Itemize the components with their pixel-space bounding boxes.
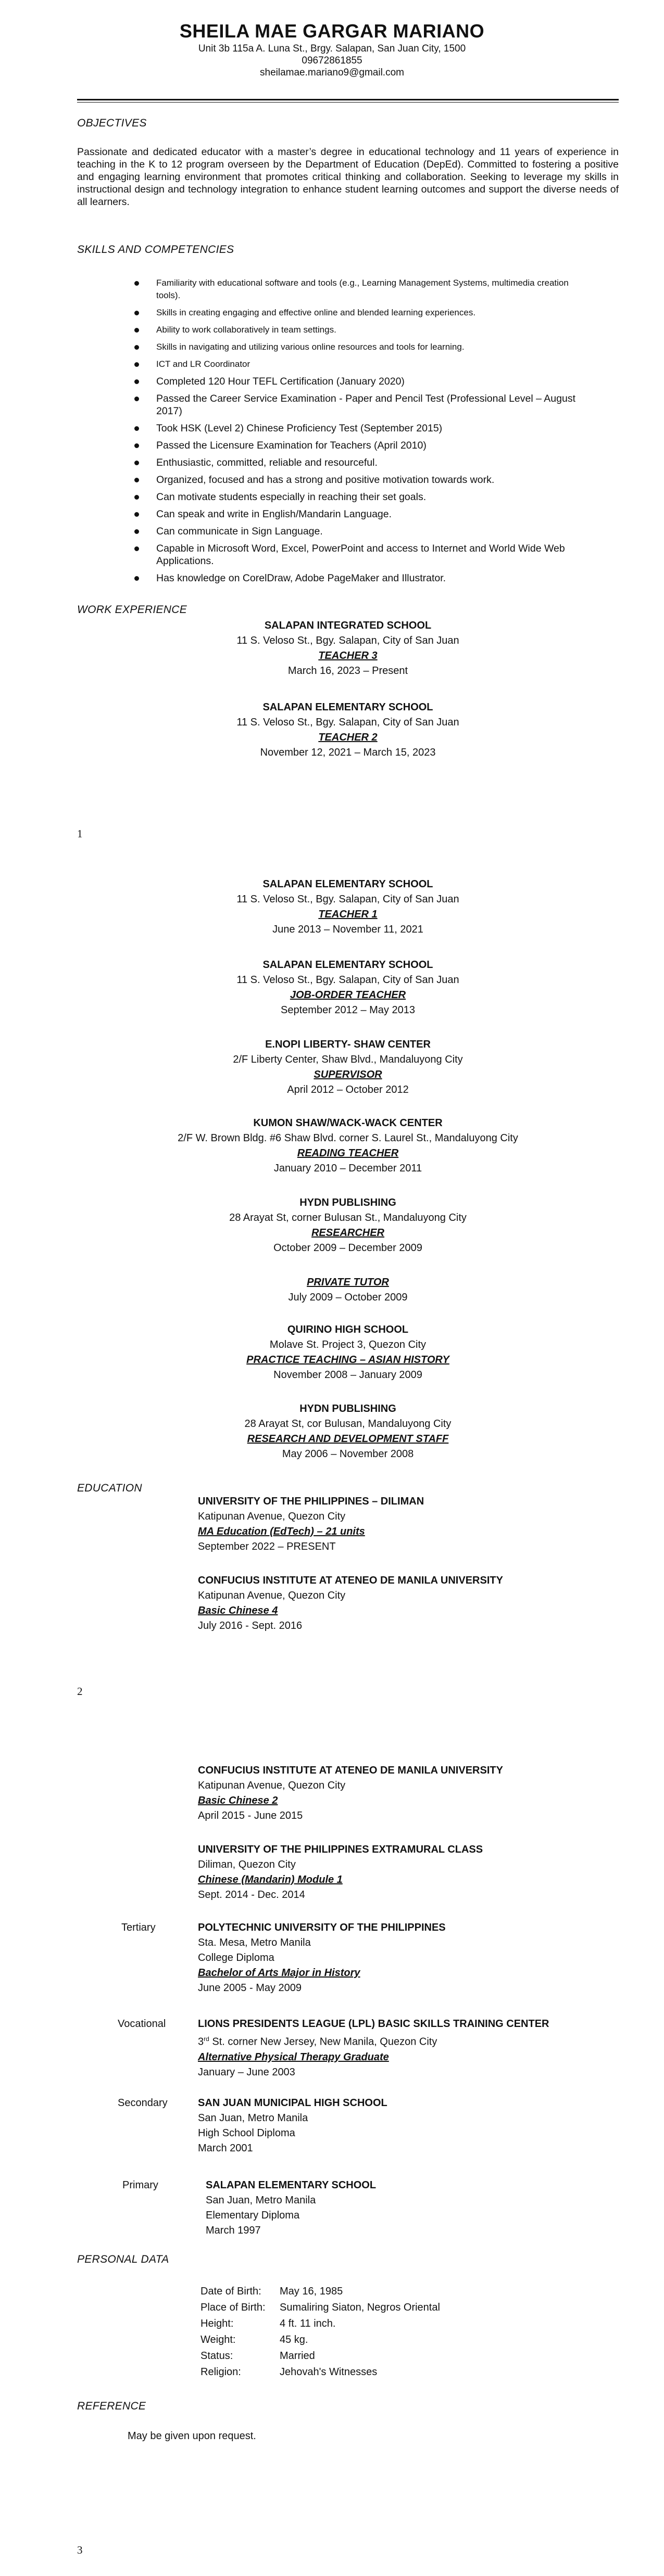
education-entry: CONFUCIUS INSTITUTE AT ATENEO DE MANILA UNIVERSITY Katipunan Avenue, Quezon City Basic Chinese 2 April 2015 - June 2015 [198,1765,503,1821]
bullet-icon [134,345,139,350]
list-item: Ability to work collaboratively in team settings. [130,324,578,336]
list-item: Capable in Microsoft Word, Excel, PowerPoint and access to Internet and World Wide Web Applications. [130,542,578,567]
bullet-icon [134,328,139,333]
resume-header [0,20,664,79]
applicant-name: SHEILA MAE GARGAR MARIANO [179,20,485,42]
list-item: Completed 120 Hour TEFL Certification (January 2020) [130,375,578,388]
education-entry: UNIVERSITY OF THE PHILIPPINES EXTRAMURAL CLASS Diliman, Quezon City Chinese (Mandarin) Module 1 Sept. 2014 - Dec. 2014 [198,1844,483,1901]
list-item: Passed the Licensure Examination for Teachers (April 2010) [130,439,578,452]
personal-row: Religion: Jehovah's Witnesses [201,2366,378,2378]
reference-heading: REFERENCE [77,2400,146,2412]
job-entry: QUIRINO HIGH SCHOOL Molave St. Project 3, Quezon City PRACTICE TEACHING – ASIAN HISTORY November 2008 – January 2009 [246,1324,449,1381]
education-level-label: Vocational [118,2018,166,2030]
education-entry: CONFUCIUS INSTITUTE AT ATENEO DE MANILA UNIVERSITY Katipunan Avenue, Quezon City Basic Chinese 4 July 2016 - Sept. 2016 [198,1575,503,1631]
job-entry: KUMON SHAW/WACK-WACK CENTER 2/F W. Brown Bldg. #6 Shaw Blvd. corner S. Laurel St., Mandaluyong City READING TEACHER January 2010 – December 2011 [178,1117,518,1174]
personal-row: Weight: 45 kg. [201,2334,308,2345]
education-level-label: Secondary [118,2097,168,2109]
bullet-icon [134,546,139,551]
bullet-icon [134,478,139,482]
bullet-icon [134,362,139,367]
bullet-icon [134,426,139,431]
list-item: Enthusiastic, committed, reliable and resourceful. [130,456,578,469]
job-entry: SALAPAN ELEMENTARY SCHOOL 11 S. Veloso St., Bgy. Salapan, City of San Juan JOB-ORDER TEACHER September 2012 – May 2013 [236,959,459,1016]
list-item: Took HSK (Level 2) Chinese Proficiency Test (September 2015) [130,422,578,435]
page-number: 2 [77,1685,83,1698]
bullet-icon [134,311,139,315]
personal-heading: PERSONAL DATA [77,2253,169,2265]
personal-row: Height: 4 ft. 11 inch. [201,2318,336,2329]
list-item: Skills in navigating and utilizing various online resources and tools for learning. [130,341,578,353]
list-item: Can motivate students especially in reaching their set goals. [130,491,578,503]
email: sheilamae.mariano9@gmail.com [260,67,404,78]
bullet-icon [134,512,139,517]
phone: 09672861855 [302,55,362,66]
list-item: Familiarity with educational software and tools (e.g., Learning Management Systems, multimedia creation tools). [130,277,578,302]
personal-data [201,2284,440,2380]
education-entry: POLYTECHNIC UNIVERSITY OF THE PHILIPPINES Sta. Mesa, Metro Manila College Diploma Bachelor of Arts Major in History June 2005 - May 2009 [198,1922,446,1994]
job-entry: E.NOPI LIBERTY- SHAW CENTER 2/F Liberty Center, Shaw Blvd., Mandaluyong City SUPERVISOR April 2012 – October 2012 [233,1039,463,1095]
list-item: Organized, focused and has a strong and positive motivation towards work. [130,474,578,486]
education-heading: EDUCATION [77,1482,142,1494]
education-entry: SAN JUAN MUNICIPAL HIGH SCHOOL San Juan, Metro Manila High School Diploma March 2001 [198,2097,387,2154]
personal-row: Date of Birth: May 16, 1985 [201,2286,343,2297]
job-entry: SALAPAN INTEGRATED SCHOOL 11 S. Veloso St., Bgy. Salapan, City of San Juan TEACHER 3 March 16, 2023 – Present [236,620,459,677]
list-item: Skills in creating engaging and effective online and blended learning experiences. [130,307,578,319]
education-entry: LIONS PRESIDENTS LEAGUE (LPL) BASIC SKILLS TRAINING CENTER 3rd St. corner New Jersey, New Manila, Quezon City Alternative Physical Therapy Graduate January – June 2003 [198,2018,549,2078]
job-entry: SALAPAN ELEMENTARY SCHOOL 11 S. Veloso St., Bgy. Salapan, City of San Juan TEACHER 1 June 2013 – November 11, 2021 [236,878,459,935]
list-item: Can speak and write in English/Mandarin Language. [130,508,578,520]
header-divider-thin [77,102,619,103]
objectives-text: Passionate and dedicated educator with a master’s degree in educational technology and 11 years of experience in teaching in the K to 12 program overseen by the Department of Education (DepEd). Committed to fostering a positive and engaging learning environment that promotes critical thinking and collaboration. Seeking to leverage my skills in instructional design and technology integration to enhance student learning outcomes and support the diverse needs of all learners. [77,146,619,208]
list-item: Can communicate in Sign Language. [130,525,578,538]
bullet-icon [134,576,139,581]
education-level-label: Primary [122,2179,158,2191]
education-entry: SALAPAN ELEMENTARY SCHOOL San Juan, Metro Manila Elementary Diploma March 1997 [206,2179,377,2236]
list-item: Has knowledge on CorelDraw, Adobe PageMaker and Illustrator. [130,572,578,584]
skills-list [130,277,578,589]
personal-row: Place of Birth: Sumaliring Siaton, Negros Oriental [201,2302,440,2313]
objectives-heading: OBJECTIVES [77,117,147,129]
list-item: ICT and LR Coordinator [130,358,578,371]
list-item: Passed the Career Service Examination - Paper and Pencil Test (Professional Level – August 2017) [130,392,578,417]
reference-text: May be given upon request. [128,2430,256,2442]
bullet-icon [134,443,139,448]
work-heading: WORK EXPERIENCE [77,604,187,616]
header-divider [77,99,619,100]
bullet-icon [134,281,139,286]
education-entry: UNIVERSITY OF THE PHILIPPINES – DILIMAN Katipunan Avenue, Quezon City MA Education (EdTech) – 21 units September 2022 – PRESENT [198,1496,424,1552]
job-entry: HYDN PUBLISHING 28 Arayat St, corner Bulusan St., Mandaluyong City RESEARCHER October 2009 – December 2009 [229,1197,467,1254]
bullet-icon [134,461,139,465]
bullet-icon [134,495,139,500]
address: Unit 3b 115a A. Luna St., Brgy. Salapan, San Juan City, 1500 [198,43,466,54]
page-number: 3 [77,2544,83,2556]
job-entry: SALAPAN ELEMENTARY SCHOOL 11 S. Veloso St., Bgy. Salapan, City of San Juan TEACHER 2 November 12, 2021 – March 15, 2023 [236,702,459,758]
job-entry: HYDN PUBLISHING 28 Arayat St, cor Bulusan, Mandaluyong City RESEARCH AND DEVELOPMENT STAFF May 2006 – November 2008 [244,1403,452,1460]
bullet-icon [134,379,139,384]
bullet-icon [134,529,139,534]
education-level-label: Tertiary [121,1922,156,1933]
job-entry: PRIVATE TUTOR July 2009 – October 2009 [288,1277,408,1303]
bullet-icon [134,397,139,401]
personal-row: Status: Married [201,2350,315,2362]
skills-heading: SKILLS AND COMPETENCIES [77,244,234,256]
page-number: 1 [77,827,83,840]
